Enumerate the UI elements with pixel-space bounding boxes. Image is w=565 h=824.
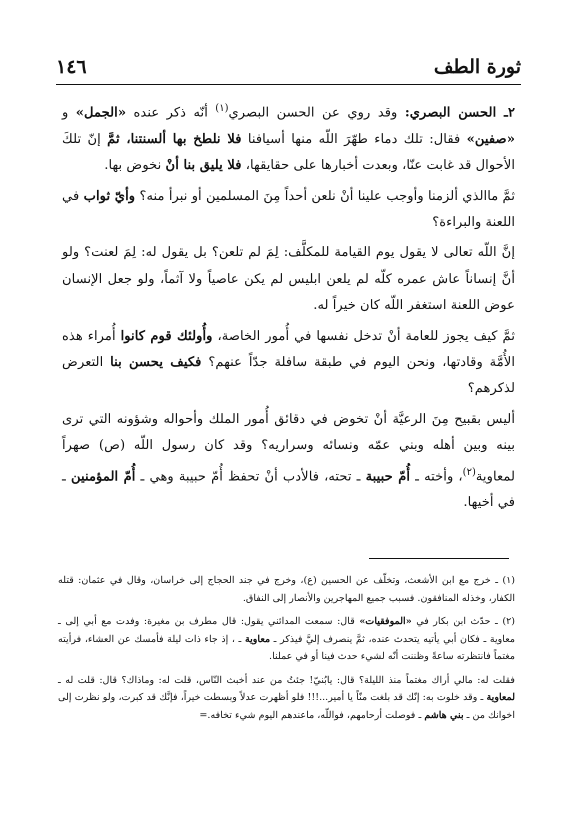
page-header (56, 56, 521, 86)
text-run: ـ فوصلت أرحامهم، فواللّه، ماعندهم اليوم شيء تخافه.= (199, 709, 425, 721)
bold-phrase: فلا يليق بنا أنْ (165, 158, 242, 174)
bold-phrase: فكيف يحسن بنا (110, 355, 202, 371)
text-run: أليس بقبيح مِنَ الرعيَّة أنْ تخوض في دقائق أُمور الملك وأحواله وشؤونه التي ترى بينه وبين أهله وبني عمّه ونسائه وسراريه؟ وقد كان رسول اللّه (ص) صهراً لمعاوية (62, 411, 515, 485)
running-title: ثورة الطف (433, 56, 521, 78)
header-divider (56, 84, 521, 85)
main-text (62, 96, 515, 521)
bold-name: لمعاوية (486, 692, 515, 703)
text-run: وقد روي عن الحسن البصري (228, 105, 405, 121)
text-run: قال: سمعت المدائني يقول: قال مطرف بن مغيرة: وفدت مع أبي إلى ـ معاوية ـ فكان أبي يأتيه يتحدث عنده، ثمَّ ينصرف إليَّ فيذكر ـ (58, 616, 515, 645)
bold-term: «الموفقيات» (359, 616, 412, 627)
footnote-2 (58, 613, 515, 666)
text-run: ـ وقد خلوت به: إنّك قد بلغت منّاً يا أمير...!!! فلو أظهرت عدلاً وبسطت خيراً، فإنَّك قد كبرت، ولو نظرت إلى اخوانك من ـ (58, 692, 515, 721)
section-heading: ٢ـ الحسن البصري: (404, 105, 516, 121)
text-run: أُمراء هذه الأُمَّة وقادتها، ونحن اليوم في طبقة سافلة جدّاً عنهم؟ (62, 328, 515, 371)
text-run: ـ في أخيها. (62, 469, 515, 511)
paragraph-kingdom (62, 407, 515, 517)
paragraph-cursing (62, 184, 515, 237)
paragraph-commoners (62, 324, 515, 403)
bold-name: معاوية (244, 633, 271, 645)
bold-term: «صفين» (466, 131, 515, 147)
text-run: و (62, 105, 76, 121)
paragraph-judgement: إنَّ اللّه تعالى لا يقول يوم القيامة للمكلَّف: لِمَ لم تلعن؟ بل يقول له: لِمَ لعنت؟ ولو أنَّ إنساناً عاش عمره كلّه لم يلعن ابليس لم يكن عاصياً ولا آثماً، ولو جعل الإنسان عوض اللعنة استغفر اللّه كان خيراً له. (62, 245, 515, 314)
bold-term: «الجمل» (75, 105, 127, 121)
footnote-1: (١) ـ خرج مع ابن الأشعث، وتخلّف عن الحسين (ع)، وخرج في جند الحجاج إلى خراسان، وقال في عثمان: قتله الكفار، وخذله المنافقون. فسبب جميع المهاجرين والأنصار إلى النفاق. (58, 575, 515, 604)
bold-name: أُمّ حبيبة (365, 469, 411, 485)
footnote-divider (369, 558, 509, 559)
footnote-2-continued (58, 672, 515, 725)
text-run: فقال: تلك دماء طهّرَ اللّه منها أسيافنا (241, 131, 467, 147)
text-run: في اللعنة والبراءة؟ (62, 188, 515, 231)
text-run: نخوض بها. (104, 158, 166, 174)
text-run: ثمَّ كيف يجوز للعامة أنْ تدخل نفسها في أُمور الخاصة، (212, 328, 515, 344)
text-run: فقلت له: مالي أراك مغتماً منذ الليلة؟ قال: يابُنيّ! جئتُ من عند أخبث النّاس، قلت له: وماذاك؟ قال: قلت له ـ (58, 674, 515, 686)
bold-name: أُمّ المؤمنين (70, 469, 136, 485)
text-run: أنّه ذكر عنده (126, 105, 216, 121)
text-run: (٢) ـ حدّث ابن بكار في (411, 616, 515, 627)
text-run: التعرض لذكرهم؟ (62, 355, 515, 397)
bold-phrase: فلا نلطخ بها ألسنتنا، ثمَّ (107, 131, 242, 147)
footnotes (58, 572, 515, 730)
footnote-ref: (٢) (462, 466, 476, 478)
bold-phrase: وأُولئك قوم كانوا (120, 328, 213, 344)
page-number: ١٤٦ (56, 56, 87, 78)
text-run: إنّ تلكَ الأحوال قد غابت عنّا، وبعدت أخبارها على حقايقها، (62, 131, 515, 174)
footnote-ref: (١) (215, 103, 229, 114)
bold-phrase: وأيّ ثواب (83, 188, 136, 204)
paragraph-hasan-basri (62, 96, 515, 180)
text-run: ـ ، إذ جاء ذات ليلة فأمسك عن العشاء، فرأيته مغتماً فانتظرته ساعةً وظننت أنّه لشيء حدث فينا أو في عملنا. (58, 633, 515, 662)
text-run: ـ تحته، فالأدب أنْ تحفظ أُمّ حبيبة وهي ـ (135, 469, 366, 485)
text-run: ، وأخته ـ (410, 469, 463, 485)
bold-name: بني هاشم (424, 709, 464, 721)
text-run: ثمَّ ماالذي ألزمنا وأوجب علينا أنْ نلعن أحداً مِنَ المسلمين أو نبرأ منه؟ (135, 188, 515, 204)
